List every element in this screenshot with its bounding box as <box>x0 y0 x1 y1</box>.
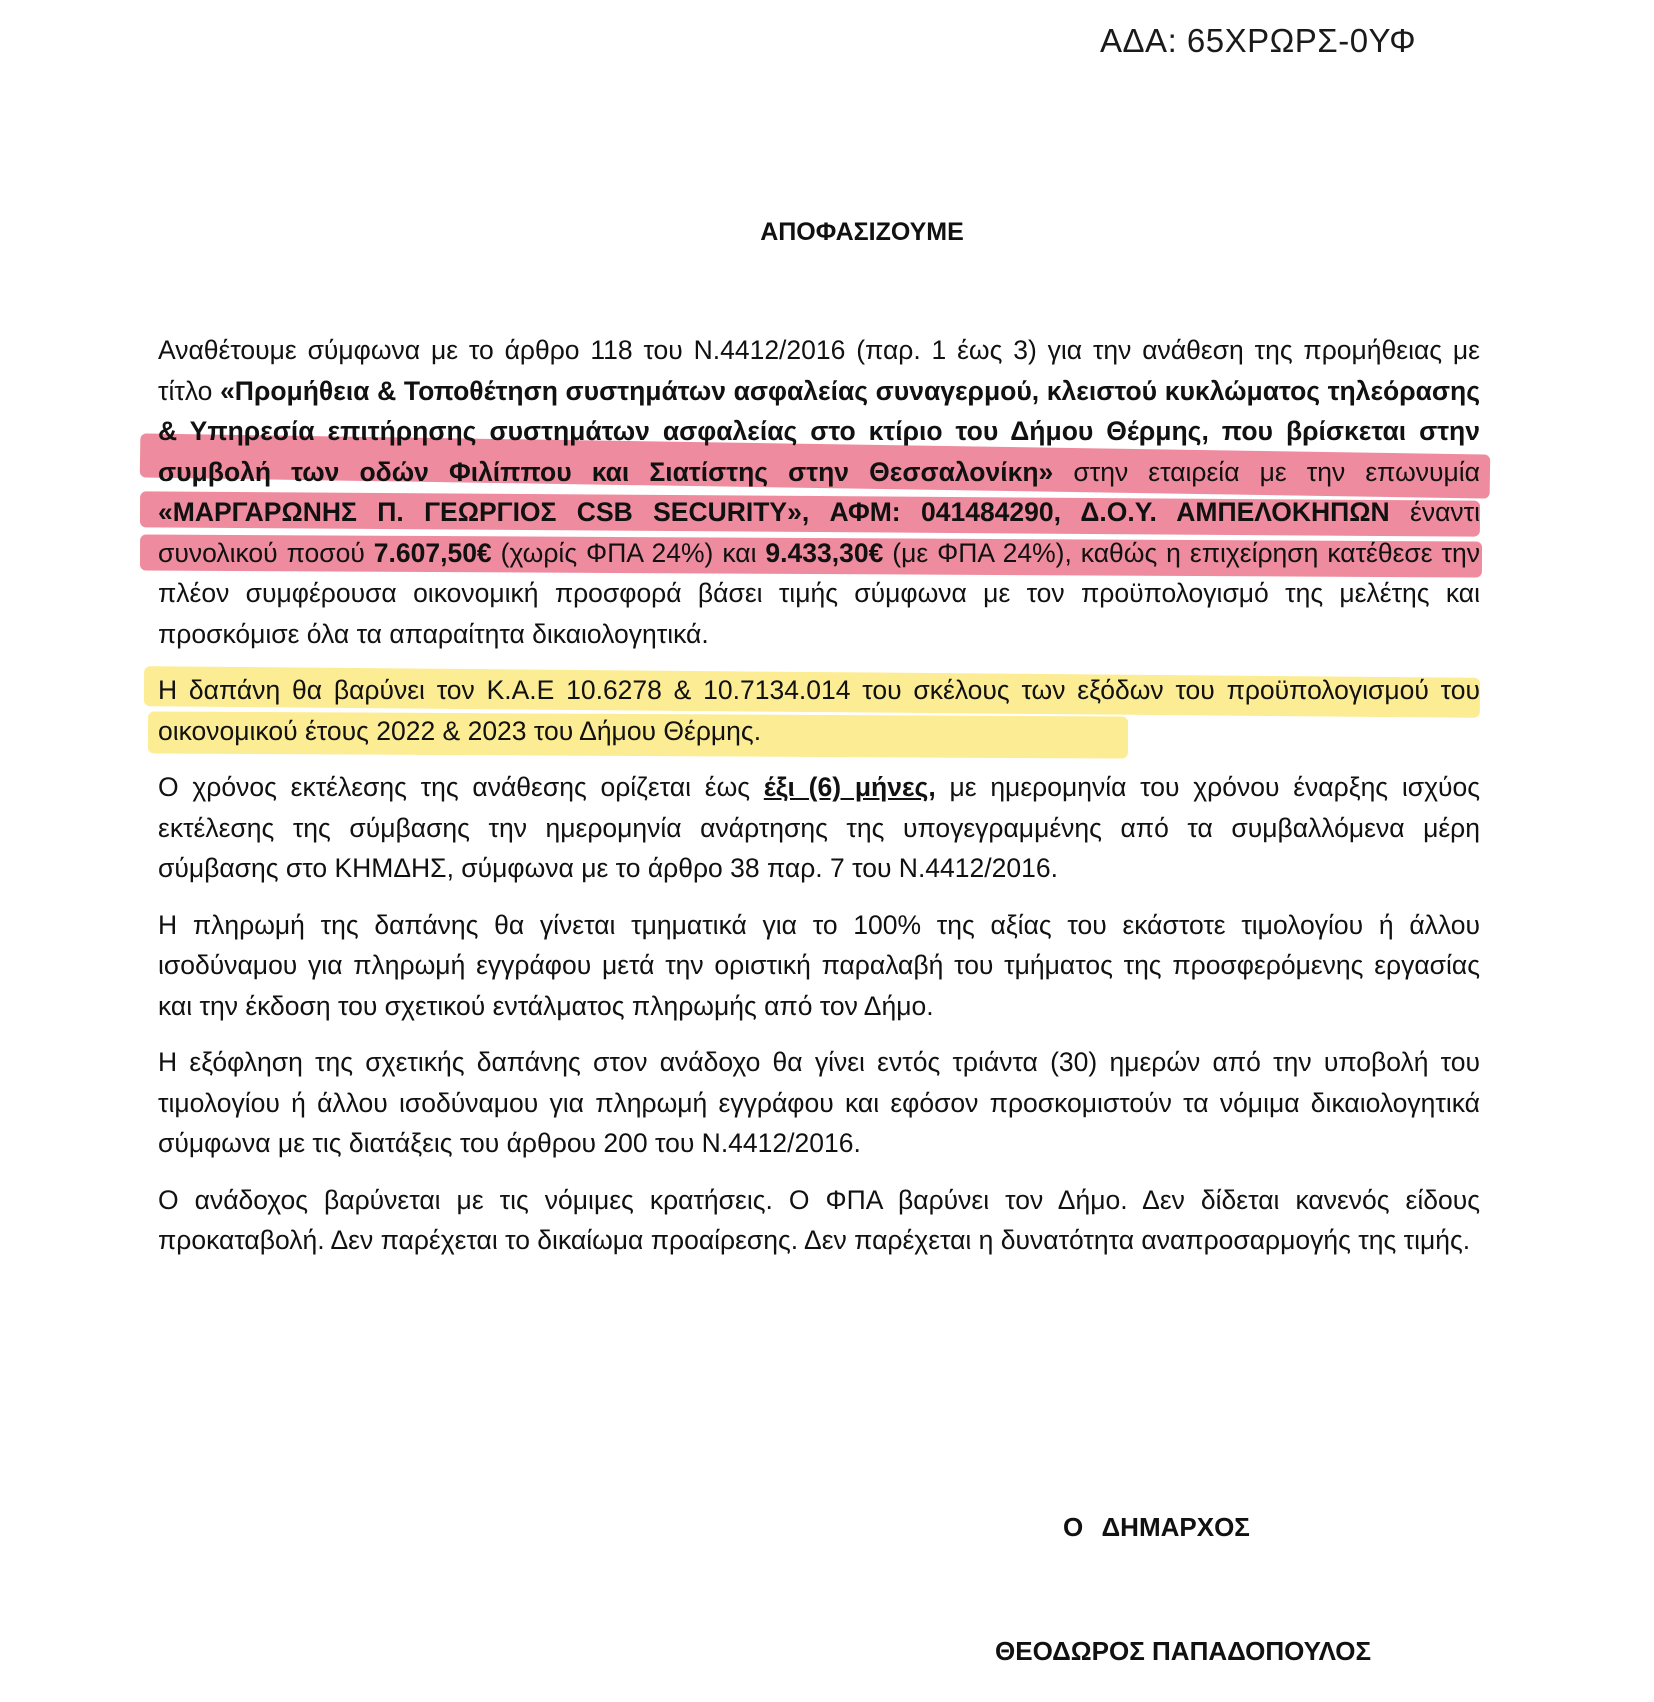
duration-period: έξι (6) μήνες, <box>763 772 936 802</box>
duration-closing-text: με ημερομηνία του χρόνου έναρξης ισχύος εκτέλεσης της σύμβασης την ημερομηνία ανάρτησης της υπογεγραμμένης από τα συμβαλλόμενα μέρη σύμβασης στο ΚΗΜΔΗΣ, σύμφωνα με το άρθρο 38 παρ. 7 του Ν.4412/2016. <box>158 772 1480 883</box>
decision-heading: ΑΠΟΦΑΣΙΖΟΥΜΕ <box>760 218 964 246</box>
duration-paragraph <box>158 767 1480 889</box>
terms-paragraph: Ο ανάδοχος βαρύνεται με τις νόμιμες κρατήσεις. Ο ΦΠΑ βαρύνει τον Δήμο. Δεν δίδεται κανενός είδους προκαταβολή. Δεν παρέχεται το δικαίωμα προαίρεσης. Δεν παρέχεται η δυνατότητα αναπροσαρμογής της τιμής. <box>158 1184 1480 1255</box>
award-paragraph <box>158 330 1480 654</box>
settlement-paragraph: Η εξόφληση της σχετικής δαπάνης στον ανάδοχο θα γίνει εντός τριάντα (30) ημερών από την υποβολή του τιμολογίου ή άλλου ισοδύναμου για πληρωμή εγγράφου και εφόσον προσκομιστούν τα νόμιμα δικαιολογητικά σύμφωνα με τις διατάξεις του άρθρου 200 του Ν.4412/2016. <box>158 1047 1480 1158</box>
amount-net-note: (χωρίς ΦΠΑ 24%) και <box>491 537 766 568</box>
amount-net: 7.607,50€ <box>373 537 492 568</box>
ada-code: ΑΔΑ: 65ΧΡΩΡΣ-0ΥΦ <box>1100 22 1417 59</box>
award-connector-text: στην εταιρεία με την επωνυμία <box>1053 456 1480 487</box>
award-closing-text: (με ΦΠΑ 24%), καθώς η επιχείρηση κατέθεσε την πλέον συμφέρουσα οικονομική προσφορά βάσει τιμής σύμφωνα με τον προϋπολογισμό της μελέτης και προσκόμισε όλα τα απαραίτητα δικαιολογητικά. <box>158 537 1480 649</box>
amount-gross: 9.433,30€ <box>765 537 884 568</box>
payment-paragraph: Η πληρωμή της δαπάνης θα γίνεται τμηματικά για το 100% της αξίας του εκάστοτε τιμολογίου ή άλλου ισοδύναμου για πληρωμή εγγράφου μετά την οριστική παραλαβή του τμήματος της προσφερόμενης εργασίας και την έκδοση του σχετικού εντάλματος πληρωμής από τον Δήμο. <box>158 909 1480 1021</box>
award-intro-text: Αναθέτουμε σύμφωνα με το άρθρο 118 του Ν.4412/2016 (παρ. 1 έως 3) για την ανάθεση της προμήθειας με τίτλο <box>158 335 1480 406</box>
amount-intro-text: έναντι συνολικού ποσού <box>158 497 1481 568</box>
contractor-details: «ΜΑΡΓΑΡΩΝΗΣ Π. ΓΕΩΡΓΙΟΣ CSB SECURITY», ΑΦΜ: 041484290, Δ.Ο.Υ. ΑΜΠΕΛΟΚΗΠΩΝ <box>158 497 1390 527</box>
signer-name: ΘΕΟΔΩΡΟΣ ΠΑΠΑΔΟΠΟΥΛΟΣ <box>995 1636 1372 1666</box>
duration-intro-text: Ο χρόνος εκτέλεσης της ανάθεσης ορίζεται έως <box>158 772 764 802</box>
expense-paragraph: Η δαπάνη θα βαρύνει τον Κ.Α.Ε 10.6278 & 10.7134.014 του σκέλους των εξόδων του προϋπολογισμού του οικονομικού έτους 2022 & 2023 του Δήμου Θέρμης. <box>158 675 1480 746</box>
signer-role: Ο ΔΗΜΑΡΧΟΣ <box>1063 1512 1250 1542</box>
decision-body <box>158 330 1480 1277</box>
procurement-title: «Προμήθεια & Τοποθέτηση συστημάτων ασφαλείας συναγερμού, κλειστού κυκλώματος τηλεόρασης & Υπηρεσία επιτήρησης συστημάτων ασφαλείας στο κτίριο του Δήμου Θέρμης, που βρίσκεται στην συμβολή των οδών Φιλίππου και Σιατίστης στην Θεσσαλονίκη» <box>158 375 1480 487</box>
